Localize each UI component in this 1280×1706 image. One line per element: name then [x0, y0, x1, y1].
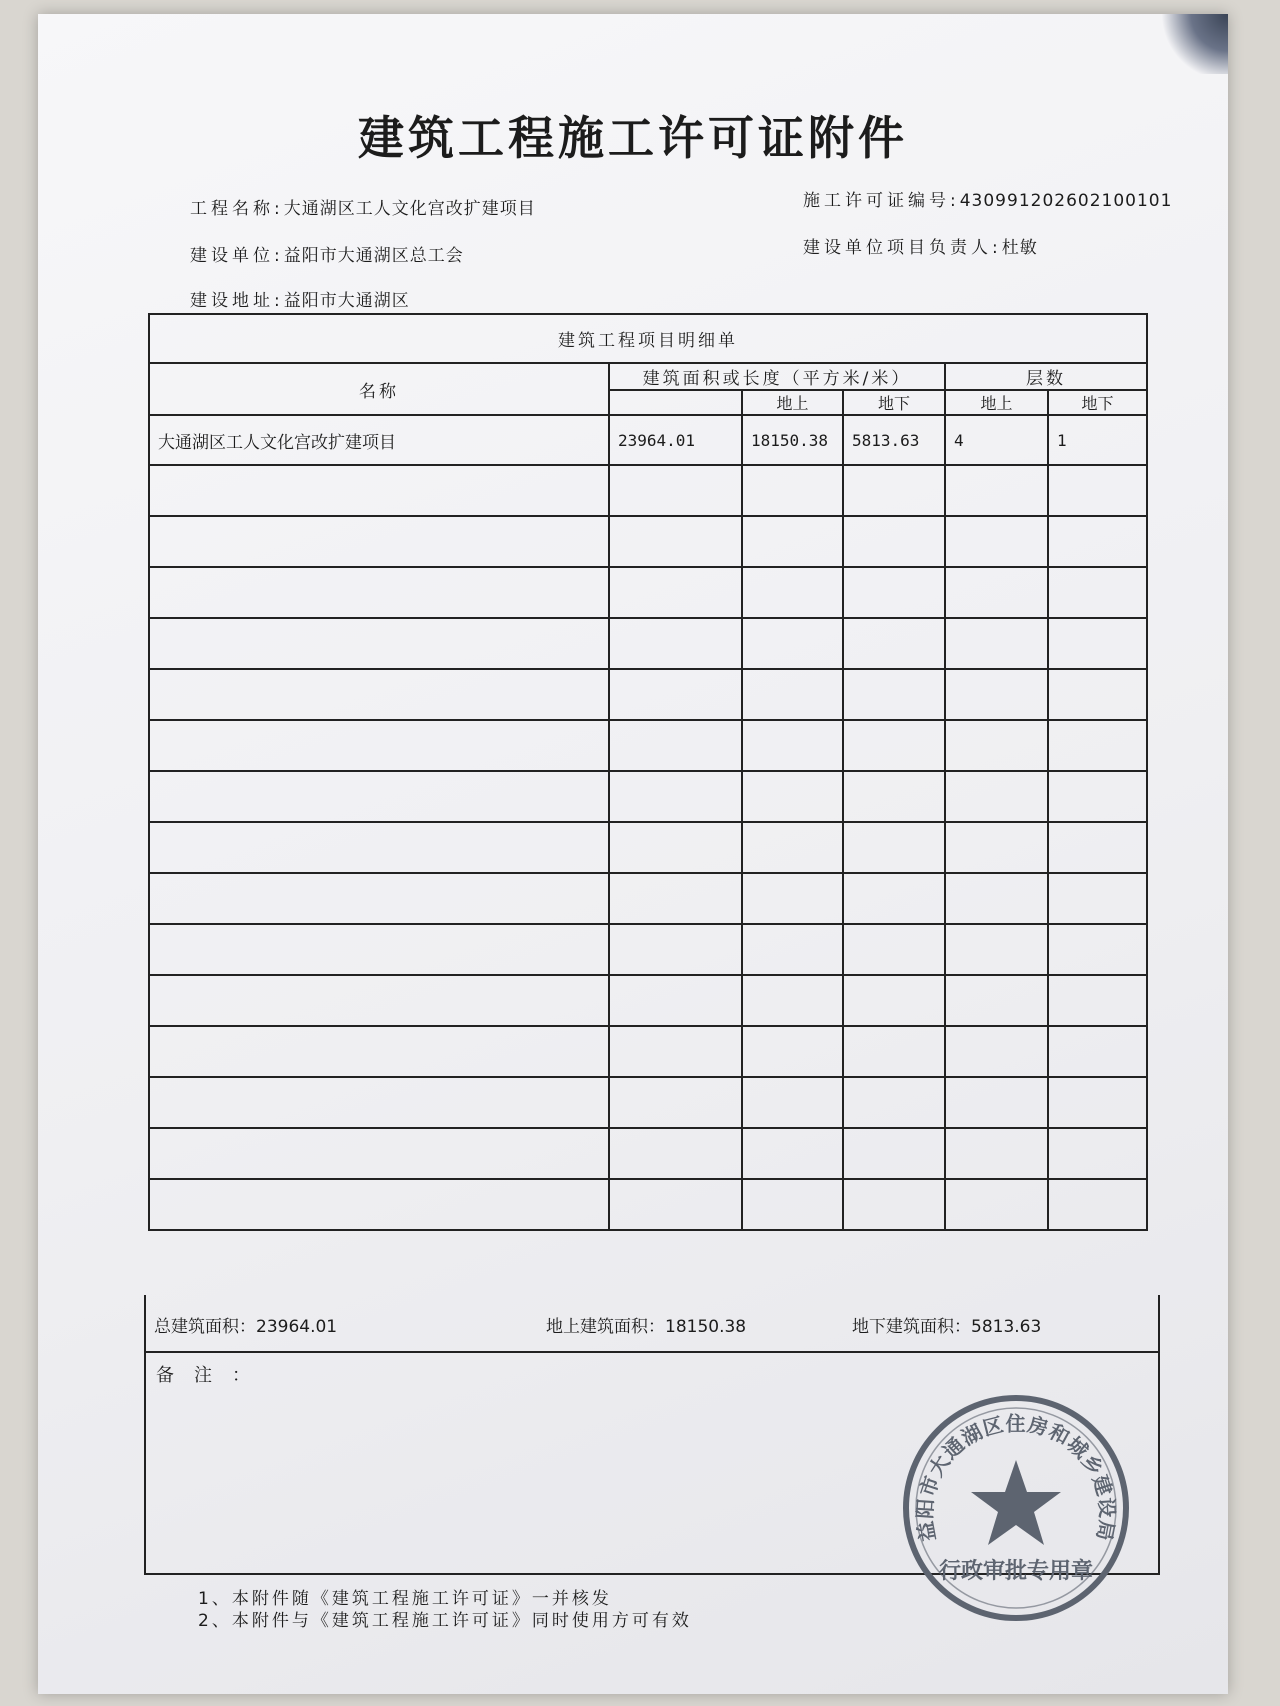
table-row-empty [149, 975, 1147, 1026]
construction-address-line [190, 286, 410, 311]
table-row-empty [149, 1128, 1147, 1179]
project-name-label: 工程名称: [190, 199, 284, 219]
permit-number-line [803, 186, 1172, 211]
table-row-empty [149, 822, 1147, 873]
col-header-floors-above: 地上 [945, 390, 1048, 415]
table-row-empty [149, 1179, 1147, 1230]
project-detail-table [148, 313, 1148, 1231]
area-summary [144, 1295, 1160, 1353]
footnote-1: 1、本附件随《建筑工程施工许可证》一并核发 [198, 1589, 612, 1609]
footnotes [198, 1588, 692, 1632]
seal-graphic [898, 1390, 1134, 1626]
table-row [149, 415, 1147, 465]
project-owner-label: 建设单位项目负责人: [803, 238, 1002, 258]
table-row-empty [149, 1077, 1147, 1128]
table-row-empty [149, 873, 1147, 924]
project-name-line [190, 194, 536, 219]
total-area: 总建筑面积：23964.01 [154, 1317, 338, 1337]
col-header-floors: 层数 [945, 363, 1147, 390]
table-row-empty [149, 720, 1147, 771]
row-floors-below-cell: 1 [1048, 415, 1147, 465]
col-header-name: 名称 [149, 363, 609, 415]
permit-number-label: 施工许可证编号: [803, 191, 960, 211]
document-title: 建筑工程施工许可证附件 [358, 111, 908, 165]
table-row-empty [149, 618, 1147, 669]
table-row-empty [149, 516, 1147, 567]
table-row-empty [149, 1026, 1147, 1077]
construction-unit-value: 益阳市大通湖区总工会 [283, 246, 464, 266]
table-row-empty [149, 567, 1147, 618]
row-floors-above-cell: 4 [945, 415, 1048, 465]
seal-arc-text: 益阳市大通湖区住房和城乡建设局 [912, 1411, 1120, 1544]
official-seal [898, 1390, 1134, 1626]
background-object [1158, 14, 1228, 74]
footnote-2: 2、本附件与《建筑工程施工许可证》同时使用方可有效 [198, 1611, 692, 1631]
remarks-label: 备注： [156, 1365, 270, 1386]
row-name-cell: 大通湖区工人文化宫改扩建项目 [149, 415, 609, 465]
table-row-empty [149, 771, 1147, 822]
construction-address-value: 益阳市大通湖区 [283, 291, 410, 311]
construction-unit-line [190, 241, 464, 266]
project-name-value: 大通湖区工人文化宫改扩建项目 [283, 199, 536, 219]
table-caption: 建筑工程项目明细单 [149, 314, 1147, 363]
star-icon [971, 1460, 1061, 1545]
row-area-cell: 23964.01 [609, 415, 742, 465]
above-ground-area: 地上建筑面积：18150.38 [546, 1317, 747, 1337]
col-header-area: 建筑面积或长度（平方米/米） [609, 363, 945, 390]
table-row-empty [149, 924, 1147, 975]
col-header-area-below: 地下 [843, 390, 945, 415]
seal-bottom-text: 行政审批专用章 [938, 1558, 1094, 1584]
project-owner-value: 杜敏 [1001, 238, 1038, 258]
table-row-empty [149, 669, 1147, 720]
project-owner-line [803, 233, 1038, 258]
col-header-floors-below: 地下 [1048, 390, 1147, 415]
permit-number-value: 430991202602100101 [959, 191, 1173, 211]
construction-unit-label: 建设单位: [190, 246, 284, 266]
construction-address-label: 建设地址: [190, 291, 284, 311]
row-area-below-cell: 5813.63 [843, 415, 945, 465]
row-area-above-cell: 18150.38 [742, 415, 843, 465]
table-row-empty [149, 465, 1147, 516]
col-header-area-total [609, 390, 742, 415]
below-ground-area: 地下建筑面积：5813.63 [852, 1317, 1042, 1337]
col-header-area-above: 地上 [742, 390, 843, 415]
